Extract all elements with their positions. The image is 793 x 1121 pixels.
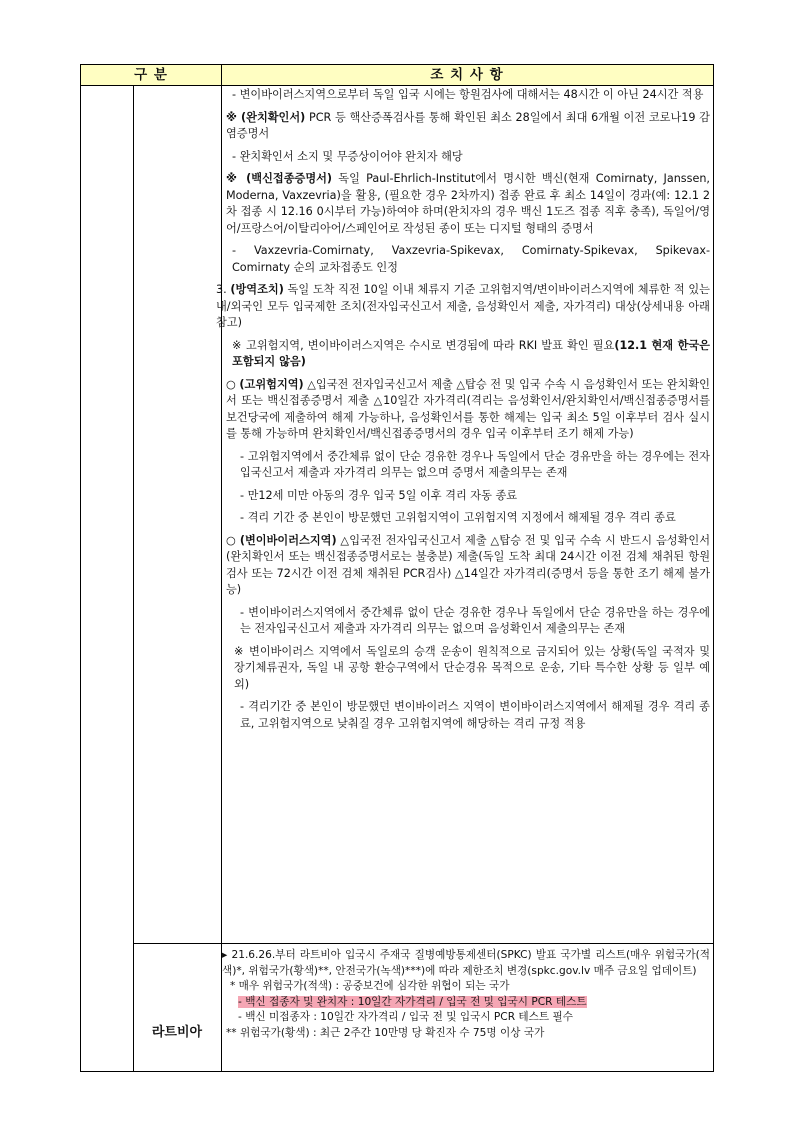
item-8: - 고위험지역에서 중간체류 없이 단순 경유한 경우나 독일에서 단순 경유만을 하는 경우에는 전자입국신고서 제출과 자가격리 의무는 없으며 증명서 제출의무는 존재	[240, 449, 710, 479]
item-14: - 격리기간 중 본인이 방문했던 변이바이러스 지역이 변이바이러스지역에서 해제될 경우 격리 종료, 고위험지역으로 낮춰질 경우 고위험지역에 해당하는 격리 규정 적용	[240, 700, 710, 730]
item-0: - 변이바이러스지역으로부터 독일 입국 시에는 항원검사에 대해서는 48시간 이 아닌 24시간 적용	[232, 88, 704, 101]
header-measures: 조 치 사 항	[430, 67, 504, 83]
item-1: ※ (완치확인서) PCR 등 핵산증폭검사를 통해 확인된 최소 28일에서 최대 6개월 이전 코로나19 감염증명서	[226, 110, 710, 140]
latvia-item-4: ** 위험국가(황색) : 최근 2주간 10만명 당 확진자 수 75명 이상 국가	[226, 1026, 545, 1039]
item-5: 3. (방역조치) 독일 도착 직전 10일 이내 체류지 기준 고위험지역/변이바이러스지역에 체류한 적 있는 내/외국인 모두 입국제한 조치(전자입국신고서 제출, 음성확인서 제출, 자가격리) 대상(상세내용 아래 참고)	[216, 283, 710, 329]
germany-measures	[216, 87, 710, 732]
item-7: ○ (고위험지역) △입국전 전자입국신고서 제출 △탑승 전 및 입국 수속 시 음성확인서 또는 완치확인서 또는 백신접종증명서 제출 △10일간 자가격리(격리는 음성확인서/완치확인서/백신접종증명서를 보건당국에 제출하여 해제 가능하나, 음성확인서를 통한 해제는 입국 최소 5일 이후부터 검사 실시를 통해 가능하며 완치확인서/백신접종증명서의 경우 입국 이후부터 조기 해제 가능)	[226, 377, 710, 440]
header-divider	[221, 65, 222, 1071]
latvia-item-1: * 매우 위험국가(적색) : 공중보건에 심각한 위협이 되는 국가	[230, 980, 510, 992]
item-4: - Vaxzevria-Comirnaty, Vaxzevria-Spikevax, Comirnaty-Spikevax, Spikevax-Comirnaty 순의 교차접종도 인정	[232, 244, 710, 274]
item-11: ○ (변이바이러스지역) △입국전 전자입국신고서 제출 △탑승 전 및 입국 수속 시 반드시 음성확인서(완치확인서 또는 백신접종증명서로는 불충분) 제출(독일 도착 최대 24시간 이전 검체 채취된 항원검사 또는 72시간 이전 검체 채취된 PCR검사) △14일간 자가격리(증명서 등을 통한 조기 해제 불가능)	[226, 533, 710, 596]
item-3: ※ (백신접종증명서) 독일 Paul-Ehrlich-Institut에서 명시한 백신(현재 Comirnaty, Janssen, Moderna, Vaxzevria)을 활용, (필요한 경우 2차까지) 접종 완료 후 최소 14일이 경과(예: 12.1 2차 접종 시 12.16 0시부터 가능)하여야 하며(완치자의 경우 백신 1도즈 접종 직후 충족), 독일어/영어/프랑스어/이탈리아어/스페인어로 작성된 종이 또는 디지털 형태의 증명서	[226, 172, 710, 235]
latvia-item-3: - 백신 미접종자 : 10일간 자가격리 / 입국 전 및 입국시 PCR 테스트 필수	[238, 1011, 573, 1023]
latvia-item-2: - 백신 접종자 및 완치자 : 10일간 자가격리 / 입국 전 및 입국시 PCR 테스트	[238, 995, 587, 1008]
region-column-divider	[133, 85, 134, 1071]
item-2: - 완치확인서 소지 및 무증상이어야 완치자 해당	[232, 149, 463, 163]
table-header	[81, 65, 713, 86]
item-10: - 격리 기간 중 본인이 방문했던 고위험지역이 고위험지역 지정에서 해제될 경우 격리 종료	[240, 511, 676, 524]
latvia-measures	[222, 948, 710, 1041]
item-12: - 변이바이러스지역에서 중간체류 없이 단순 경유한 경우나 독일에서 단순 경유만을 하는 경우에는 전자입국신고서 제출과 자가격리 의무는 없으며 음성확인서 제출의무는 존재	[240, 605, 710, 635]
item-6: ※ 고위험지역, 변이바이러스지역은 수시로 변경됨에 따라 RKI 발표 확인 필요(12.1 현재 한국은 포함되지 않음)	[232, 338, 710, 368]
latvia-item-0: ▸ 21.6.26.부터 라트비아 입국시 주재국 질병예방통제센터(SPKC) 발표 국가별 리스트(매우 위험국가(적색)*, 위험국가(황색)**, 안전국가(녹색)***)에 따라 제한조치 변경(spkc.gov.lv 매주 금요일 업데이트)	[222, 949, 710, 977]
item-13: ※ 변이바이러스 지역에서 독일로의 승객 운송이 원칙적으로 금지되어 있는 상황(독일 국적자 및 장기체류권자, 독일 내 공항 환승구역에서 단순경유 목적으로 운송, 기타 특수한 상황 등 일부 예외)	[234, 644, 710, 691]
item-9: - 만12세 미만 아동의 경우 입국 5일 이후 격리 자동 종료	[240, 488, 518, 502]
measures-table	[80, 64, 714, 1072]
country-label: 라트비아	[151, 1024, 203, 1040]
row-divider	[133, 943, 713, 944]
header-category: 구 분	[134, 67, 168, 83]
